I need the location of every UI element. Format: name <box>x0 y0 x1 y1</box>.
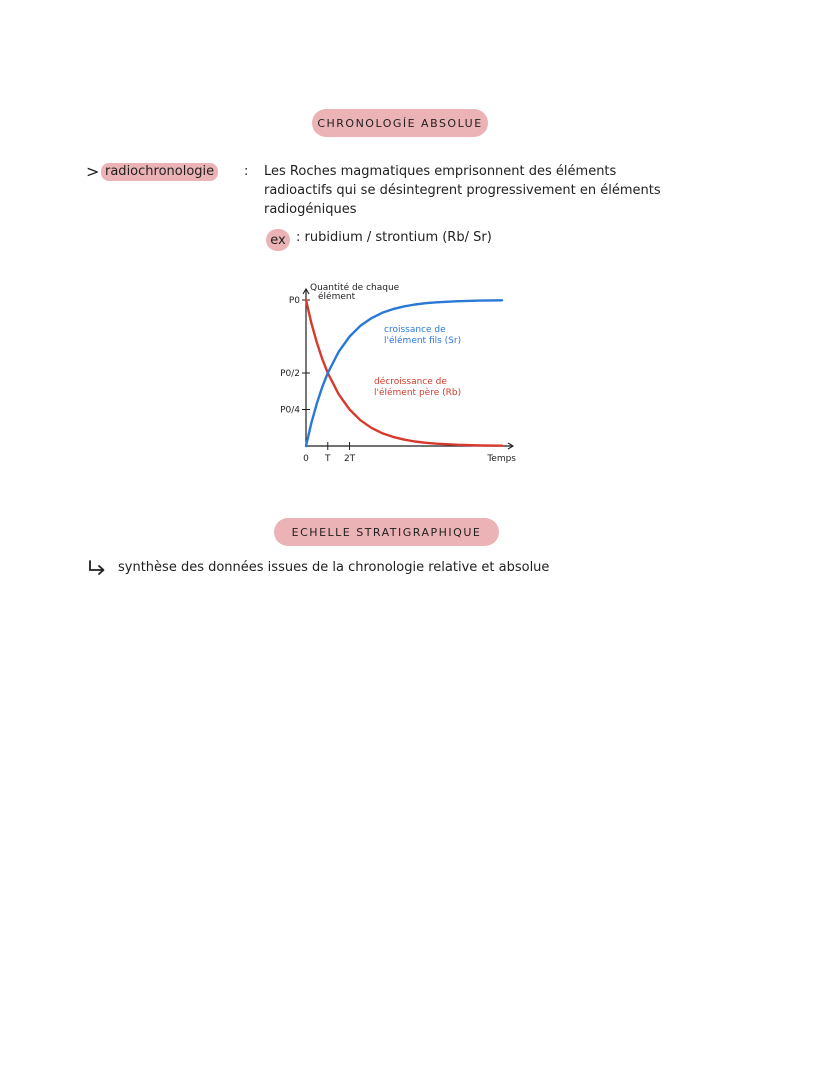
synthesis-text: synthèse des données issues de la chronologie relative et absolue <box>118 560 550 575</box>
curved-arrow-icon <box>86 556 108 578</box>
series-annotation-daughter: croissance de <box>384 325 446 335</box>
y-tick-label: P0/2 <box>280 369 300 379</box>
series-annotation-daughter: l'élément fils (Sr) <box>384 336 462 346</box>
definition-colon: : <box>244 164 249 179</box>
y-axis-label-line-1: Quantité de chaque <box>310 283 400 293</box>
x-axis-label: Temps <box>487 454 516 464</box>
definition-line-2: radioactifs qui se désintegrent progressivement en éléments <box>264 183 661 198</box>
x-tick-label: 2T <box>343 454 356 464</box>
y-axis-label <box>310 282 400 302</box>
x-tick-label: 0 <box>303 454 309 464</box>
example-label: ex <box>266 229 290 251</box>
page-title: CHRONOLOGÍE ABSOLUE <box>312 109 488 137</box>
term-radiochronologie: radiochronologie <box>101 163 218 181</box>
example-text: : rubidium / strontium (Rb/ Sr) <box>296 230 492 245</box>
series-annotation-parent: l'élément père (Rb) <box>374 388 462 398</box>
decay-chart <box>262 276 532 472</box>
y-tick-label: P0 <box>288 296 300 306</box>
y-tick-label: P0/4 <box>280 405 300 416</box>
arrow-marker: > <box>86 162 100 181</box>
definition-line-1: Les Roches magmatiques emprisonnent des éléments <box>264 164 617 179</box>
series-annotation-parent: décroissance de <box>374 377 447 387</box>
series-line-daughter-sr <box>306 300 502 446</box>
x-tick-label: T <box>325 454 331 464</box>
chart-labels <box>310 282 516 464</box>
definition-line-3: radiogéniques <box>264 202 357 217</box>
section-title-stratigraphy: ECHELLE STRATIGRAPHIQUE <box>274 518 499 546</box>
chart-series <box>306 300 502 446</box>
y-axis-label-line-2: élément <box>318 292 356 302</box>
series-line-parent-rb <box>306 300 502 446</box>
